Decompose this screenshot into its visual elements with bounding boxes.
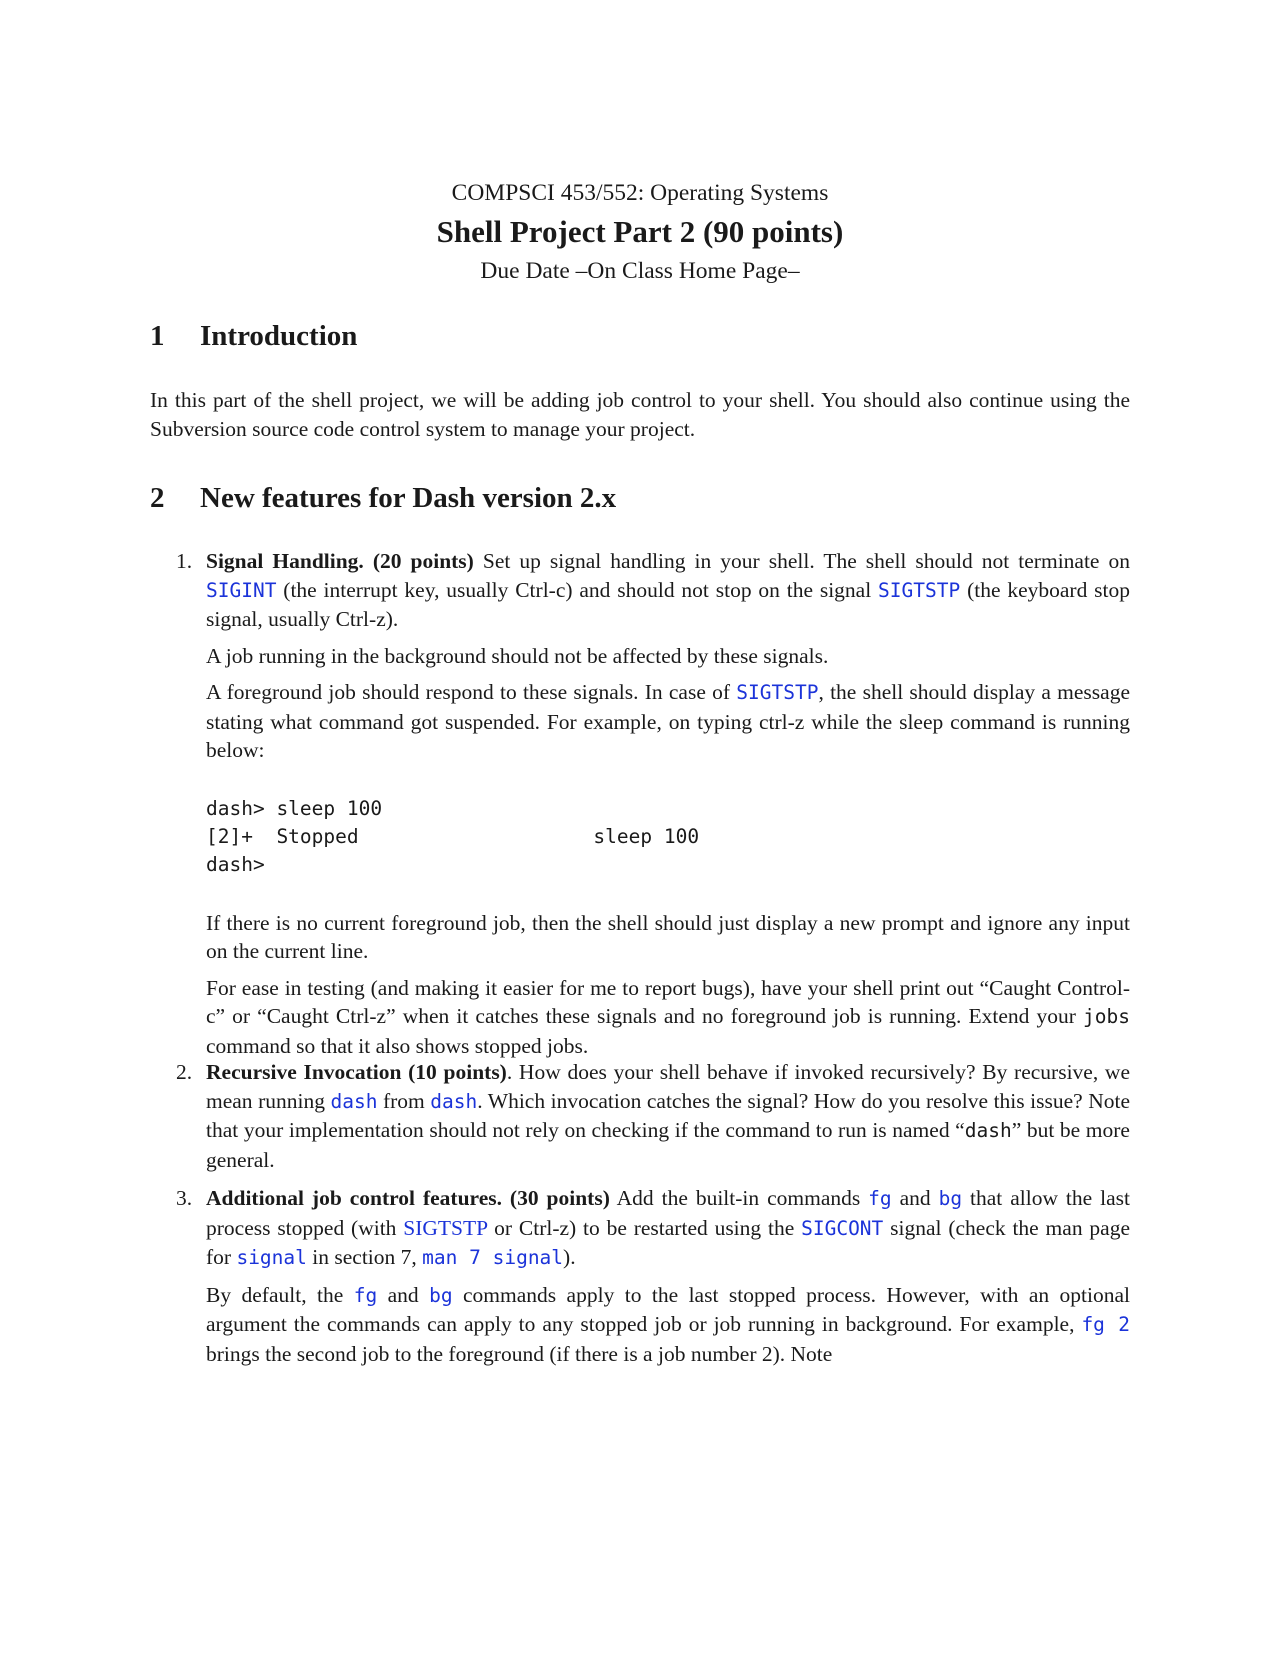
list-marker: 2. bbox=[176, 1060, 193, 1084]
item-paragraph bbox=[206, 974, 1130, 1061]
item-paragraph bbox=[206, 1184, 1130, 1273]
text-run: from bbox=[377, 1088, 431, 1113]
text-run: brings the second job to the foreground (if there is a job number 2). Note bbox=[206, 1341, 833, 1366]
dash-command: dash bbox=[964, 1119, 1012, 1142]
section-heading-new-features bbox=[150, 482, 616, 515]
fg-link[interactable]: fg bbox=[868, 1187, 892, 1210]
item-paragraph bbox=[206, 1058, 1130, 1174]
text-run: in section 7, bbox=[306, 1245, 423, 1269]
course-name: COMPSCI 453/552: Operating Systems bbox=[451, 180, 829, 206]
list-item-recursive-invocation bbox=[176, 1058, 1131, 1174]
text-run: . Which invocation catches the signal? How do you resolve this issue? Note that your implementation should not rely on checking if the command to run is named “ bbox=[206, 1088, 1131, 1142]
item-heading: Signal Handling. (20 points) bbox=[206, 549, 474, 573]
sigtstp-link[interactable]: SIGTSTP bbox=[878, 578, 961, 602]
item-paragraph bbox=[206, 678, 1130, 765]
dash-link[interactable]: dash bbox=[330, 1089, 378, 1113]
bg-link[interactable]: bg bbox=[938, 1187, 963, 1210]
item-heading: Additional job control features. (30 points) bbox=[206, 1186, 610, 1210]
item-paragraph bbox=[206, 1281, 1130, 1369]
text-run: (the keyboard stop signal, usually Ctrl-z). bbox=[206, 577, 1131, 631]
item-paragraph bbox=[206, 547, 1130, 634]
sigtstp-link[interactable]: SIGTSTP bbox=[403, 1215, 488, 1240]
section-title: New features for Dash version 2.x bbox=[200, 482, 617, 514]
bg-link[interactable]: bg bbox=[429, 1283, 453, 1307]
text-run: commands apply to the last stopped process. However, with an optional argument the commands can apply to any stopped job or job running in background. For example, bbox=[206, 1282, 1130, 1336]
text-run: (the interrupt key, usually Ctrl-c) and should not stop on the signal bbox=[276, 577, 879, 602]
section-number: 2 bbox=[150, 482, 165, 514]
sigcont-link[interactable]: SIGCONT bbox=[801, 1216, 884, 1240]
text-run: Set up signal handling in your shell. The shell should not terminate on bbox=[473, 549, 1130, 573]
jobs-command: jobs bbox=[1083, 1005, 1130, 1028]
text-run: signal (check the man page for bbox=[206, 1215, 1130, 1269]
section-title: Introduction bbox=[200, 320, 358, 352]
list-item-job-control bbox=[176, 1184, 1130, 1368]
signal-link[interactable]: signal bbox=[236, 1246, 307, 1269]
text-run: command so that it also shows stopped jobs. bbox=[206, 1033, 589, 1058]
text-run: , the shell should display a message stating what command got suspended. For example, on typing ctrl-z while the sleep command is running below: bbox=[206, 680, 1130, 762]
section-heading-introduction bbox=[150, 320, 357, 353]
text-run: For ease in testing (and making it easier for me to report bugs), have your shell print out “Caught Control-c” or “Caught Ctrl-z” when it catches these signals and no foreground job is running. Extend your bbox=[206, 975, 1130, 1028]
due-date: Due Date –On Class Home Page– bbox=[480, 258, 800, 284]
text-run: A foreground job should respond to these signals. In case of bbox=[206, 680, 737, 704]
list-item-signal-handling bbox=[176, 547, 1131, 1060]
sigtstp-link[interactable]: SIGTSTP bbox=[736, 681, 819, 704]
section-number: 1 bbox=[150, 320, 165, 352]
fg-2-link[interactable]: fg 2 bbox=[1081, 1313, 1130, 1336]
list-marker: 1. bbox=[176, 549, 193, 573]
text-run: and bbox=[891, 1186, 939, 1210]
text-run: ). bbox=[563, 1245, 576, 1269]
item-heading: Recursive Invocation (10 points) bbox=[206, 1060, 507, 1084]
text-run: or Ctrl-z) to be restarted using the bbox=[487, 1215, 802, 1240]
sigint-link[interactable]: SIGINT bbox=[206, 578, 277, 602]
text-run: that allow the last process stopped (with bbox=[206, 1186, 1130, 1240]
text-run: By default, the bbox=[206, 1282, 354, 1307]
text-run: and bbox=[377, 1282, 430, 1307]
code-block: dash> sleep 100 [2]+ Stopped sleep 100 dash> bbox=[206, 796, 700, 876]
text-run: ” but be more general. bbox=[206, 1118, 1130, 1172]
text-run: Add the built-in commands bbox=[609, 1186, 869, 1210]
item-paragraph: If there is no current foreground job, then the shell should just display a new prompt and ignore any input on the current line. bbox=[206, 910, 1130, 963]
man-signal-link[interactable]: man 7 signal bbox=[422, 1246, 564, 1269]
fg-link[interactable]: fg bbox=[353, 1283, 378, 1307]
intro-paragraph: In this part of the shell project, we will be adding job control to your shell. You should also continue using the Subversion source code control system to manage your project. bbox=[150, 388, 1130, 441]
text-run: . How does your shell behave if invoked recursively? By recursive, we mean running bbox=[206, 1060, 1130, 1113]
list-marker: 3. bbox=[176, 1186, 193, 1210]
item-paragraph: A job running in the background should not be affected by these signals. bbox=[206, 643, 829, 668]
page-title: Shell Project Part 2 (90 points) bbox=[436, 214, 844, 249]
dash-link[interactable]: dash bbox=[430, 1089, 478, 1113]
